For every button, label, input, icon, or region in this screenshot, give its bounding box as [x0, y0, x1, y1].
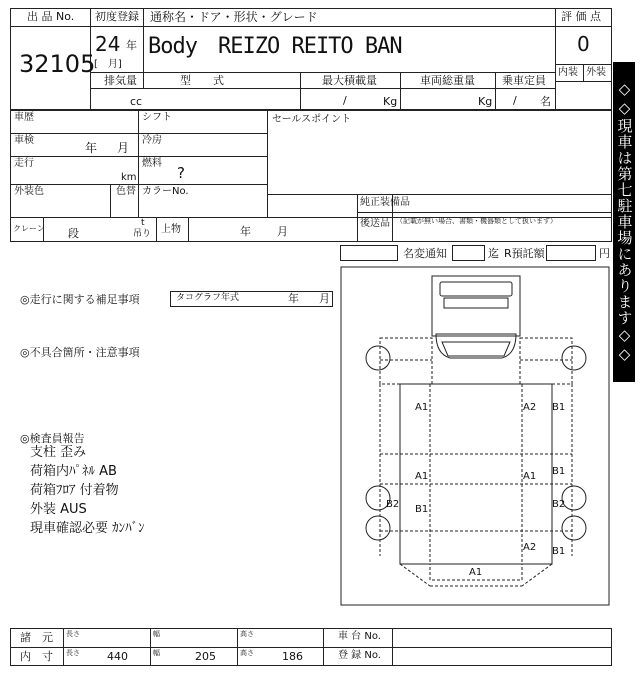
gross-weight-unit: Kg: [478, 95, 493, 108]
damage-mark: B1: [552, 466, 566, 477]
inspection-month: 月: [117, 141, 130, 155]
inspector-title: ◎検査員報告: [20, 432, 85, 445]
fuel-label: 燃料: [142, 158, 162, 169]
tacho-year: 年: [288, 292, 299, 305]
dims-label-inner: 内 寸: [20, 650, 53, 663]
max-load-unit: Kg: [383, 95, 398, 108]
r-deposit-label: R預託額: [504, 247, 545, 260]
notice-box-3: [546, 245, 596, 261]
mileage-unit: km: [121, 172, 137, 183]
crane-t: t: [141, 218, 145, 228]
height-value: 186: [282, 650, 303, 663]
name-change-label: 名変通知: [403, 247, 447, 260]
reg-label: 初度登録: [95, 10, 139, 23]
rear-label: 後送品: [360, 218, 390, 229]
tachograph-label: タコグラフ年式: [176, 293, 240, 303]
inspector-line: 荷箱ﾌﾛｱ 付着物: [30, 483, 119, 498]
lot-number: 32105: [19, 50, 96, 78]
defects-title: ◎不具合箇所・注意事項: [20, 346, 140, 359]
lot-label: 出 品 No.: [27, 10, 75, 23]
inspector-line: 荷箱内ﾊﾟﾈﾙ AB: [30, 464, 117, 479]
damage-mark: A1: [469, 567, 483, 578]
inspection-label: 車検: [14, 135, 34, 146]
height-label: 高さ: [240, 649, 254, 657]
genuine-label: 純正装備品: [360, 197, 410, 208]
vehicle-damage-diagram: [340, 266, 610, 606]
model-code-label: 型 式: [180, 74, 224, 87]
model-name: Body REIZO REITO BAN: [148, 34, 402, 59]
reg-month: [ 月]: [94, 59, 122, 70]
history-label: 車歴: [14, 112, 34, 123]
yen-label: 円: [599, 247, 610, 260]
name-label: 通称名・ドア・形状・グレード: [150, 10, 318, 24]
lift-year: 年: [240, 225, 251, 238]
color-code-label: カラーNo.: [142, 186, 189, 197]
lift-month: 月: [277, 225, 288, 238]
crane-label: クレーン: [13, 224, 45, 233]
damage-mark: B1: [552, 546, 566, 557]
mileage-label: 走行: [14, 158, 34, 169]
reg-year: 24: [95, 32, 121, 56]
damage-mark: A2: [523, 402, 537, 413]
interior-label: 内装: [558, 67, 578, 78]
height-label: 高さ: [240, 630, 254, 638]
length-label: 長さ: [66, 630, 80, 638]
ext-color-label: 外装色: [14, 186, 44, 197]
reg-no-label: 登 録 No.: [338, 650, 381, 661]
sales-point-label: セールスポイント: [272, 114, 352, 125]
lift-label: 上物: [161, 224, 181, 235]
driving-title: ◎走行に関する補足事項: [20, 293, 140, 306]
displacement-label: 排気量: [104, 74, 137, 87]
color-no-label: 色替: [116, 186, 136, 197]
displacement-unit: cc: [130, 95, 143, 108]
notice-box-1: [340, 245, 398, 261]
dims-label-spec: 諸 元: [20, 631, 53, 644]
damage-mark: A1: [415, 471, 429, 482]
damage-mark: A2: [523, 542, 537, 553]
score-label: 評 価 点: [561, 10, 601, 23]
crane-hang: 吊り: [133, 229, 152, 239]
damage-mark: B1: [415, 504, 429, 515]
rear-note: （記載が無い場合、書類・機器類として扱います）: [396, 217, 557, 225]
damage-mark: B2: [552, 499, 566, 510]
inspector-line: 支柱 歪み: [30, 445, 87, 460]
damage-mark: B2: [386, 499, 400, 510]
damage-mark: A1: [523, 471, 537, 482]
chassis-label: 車 台 No.: [338, 631, 381, 642]
length-label: 長さ: [66, 649, 80, 657]
width-value: 205: [195, 650, 216, 663]
inspector-line: 現車確認必要 ｶﾝﾊﾞﾝ: [30, 521, 145, 536]
inspection-year: 年: [85, 141, 98, 155]
max-load-label: 最大積載量: [322, 74, 377, 87]
gross-weight-label: 車両総重量: [420, 74, 475, 87]
capacity-slash: /: [513, 94, 517, 107]
crane-step: 段: [68, 227, 79, 240]
damage-mark: A1: [415, 402, 429, 413]
year-unit: 年: [126, 39, 137, 52]
inspector-line: 外装 AUS: [30, 502, 87, 517]
shift-label: シフト: [142, 112, 172, 123]
capacity-unit: 名: [540, 95, 551, 108]
damage-mark: B1: [552, 402, 566, 413]
max-load-slash: /: [343, 94, 347, 107]
score-value: 0: [577, 32, 590, 56]
fuel-value: ?: [177, 164, 185, 182]
notice-box-2: [452, 245, 485, 261]
length-value: 440: [107, 650, 128, 663]
width-label: 幅: [153, 649, 160, 657]
location-notice-banner: ◇◇現車は第七駐車場にあります◇◇: [613, 62, 635, 382]
capacity-label: 乗車定員: [502, 74, 546, 87]
tacho-month: 月: [319, 292, 330, 305]
deadline-label: 迄: [488, 247, 499, 260]
width-label: 幅: [153, 630, 160, 638]
ac-label: 冷房: [142, 135, 162, 146]
exterior-label: 外装: [586, 67, 606, 78]
